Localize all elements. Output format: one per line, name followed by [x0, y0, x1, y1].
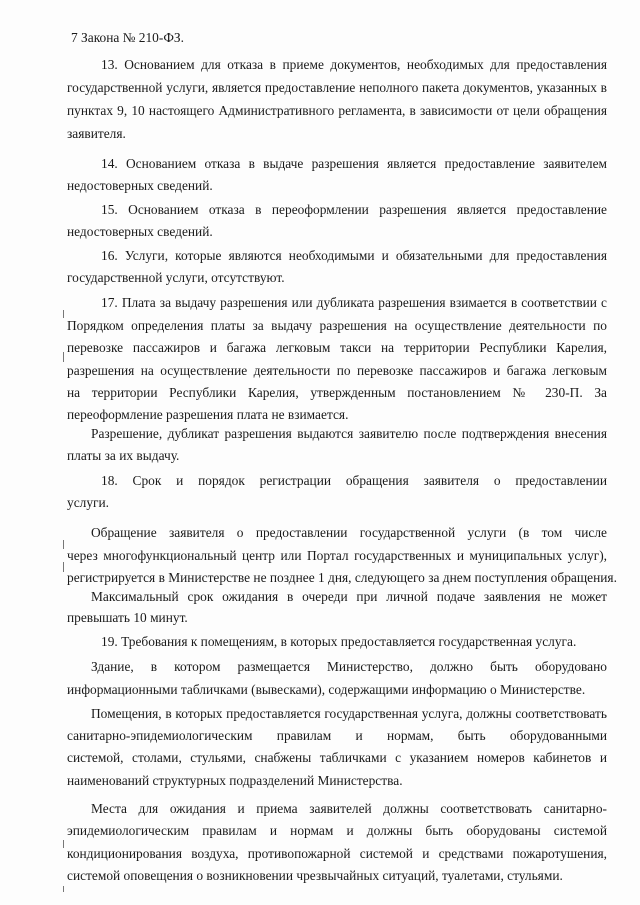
top-line: 7 Закона № 210-ФЗ. [71, 30, 184, 45]
scan-mark [63, 352, 64, 362]
paragraph-15-line-2: недостоверных сведений. [67, 224, 213, 239]
paragraph-14-line-2: недостоверных сведений. [67, 178, 213, 193]
paragraph-18-line-2: услуги. [67, 495, 110, 510]
paragraph-16-line-2: государственной услуги, отсутствуют. [67, 270, 285, 285]
scan-mark [63, 540, 64, 549]
paragraph-waiting-areas-line-4: системой оповещения о возникновении чрезвычайных ситуаций, туалетами, стульями. [67, 868, 563, 883]
paragraph-request-line-1: Обращение заявителя о предоставлении государственной услуги (в том числе [91, 525, 607, 540]
paragraph-waiting-areas-line-1: Места для ожидания и приема заявителей должны соответствовать санитарно- [91, 801, 607, 816]
paragraph-13-line-1: 13. Основанием для отказа в приеме документов, необходимых для предоставления [101, 57, 607, 72]
paragraph-13-line-4: заявителя. [67, 126, 126, 141]
paragraph-13-line-2: государственной услуги, является предоставление неполного пакета документов, указанных в [67, 80, 607, 95]
scan-mark [63, 310, 64, 318]
paragraph-wait-line-2: превышать 10 минут. [67, 610, 188, 625]
paragraph-request-line-3: регистрируется в Министерстве не позднее 1 дня, следующего за днем поступления обращения. [67, 570, 617, 585]
paragraph-premises-line-3: системой, столами, стульями, снабжены табличками с указанием номеров кабинетов и [67, 750, 607, 765]
paragraph-17-line-6: переоформление разрешения плата не взимается. [67, 407, 349, 422]
paragraph-waiting-areas-line-3: кондиционирования воздуха, противопожарной системой и средствами пожаротушения, [67, 846, 607, 861]
paragraph-permit-line-2: платы за их выдачу. [67, 448, 180, 463]
paragraph-18-line-1: 18. Срок и порядок регистрации обращения заявителя о предоставлении [101, 473, 607, 488]
paragraph-17-line-1: 17. Плата за выдачу разрешения или дубликата разрешения взимается в соответствии с [101, 295, 607, 310]
paragraph-17-line-4: разрешения на осуществление деятельности по перевозке пассажиров и багажа легковым [67, 363, 607, 378]
paragraph-wait-line-1: Максимальный срок ожидания в очереди при личной подаче заявления не может [91, 589, 607, 604]
scan-mark [63, 562, 64, 572]
paragraph-building-line-2: информационными табличками (вывесками), содержащими информацию о Министерстве. [67, 682, 586, 697]
paragraph-14-line-1: 14. Основанием отказа в выдаче разрешения является предоставление заявителем [101, 156, 607, 171]
paragraph-17-line-3: перевозке пассажиров и багажа легковым такси на территории Республики Карелия, [67, 340, 607, 355]
paragraph-building-line-1: Здание, в котором размещается Министерство, должно быть оборудовано [91, 659, 607, 674]
paragraph-17-line-5: на территории Республики Карелия, утвержденным постановлением № 230-П. За [67, 385, 607, 400]
scan-mark [63, 886, 64, 892]
paragraph-15-line-1: 15. Основанием отказа в переоформлении разрешения является предоставление [101, 202, 607, 217]
paragraph-17-line-2: Порядком определения платы за выдачу разрешения на осуществление деятельности по [67, 318, 607, 333]
paragraph-16-line-1: 16. Услуги, которые являются необходимыми и обязательными для предоставления [101, 248, 607, 263]
paragraph-19-line-1: 19. Требования к помещениям, в которых предоставляется государственная услуга. [101, 634, 577, 649]
paragraph-13-line-3: пунктах 9, 10 настоящего Административного регламента, в зависимости от цели обращения [67, 103, 607, 118]
paragraph-premises-line-4: наименований структурных подразделений Министерства. [67, 773, 403, 788]
paragraph-premises-line-2: санитарно-эпидемиологическим правилам и нормам, быть оборудованными [67, 728, 607, 743]
scan-mark [63, 840, 64, 848]
paragraph-request-line-2: через многофункциональный центр или Портал государственных и муниципальных услуг), [67, 548, 607, 563]
paragraph-permit-line-1: Разрешение, дубликат разрешения выдаются заявителю после подтверждения внесения [91, 426, 607, 441]
paragraph-waiting-areas-line-2: эпидемиологическим правилам и нормам и должны быть оборудованы системой [67, 823, 607, 838]
paragraph-premises-line-1: Помещения, в которых предоставляется государственная услуга, должны соответствовать [91, 706, 607, 721]
